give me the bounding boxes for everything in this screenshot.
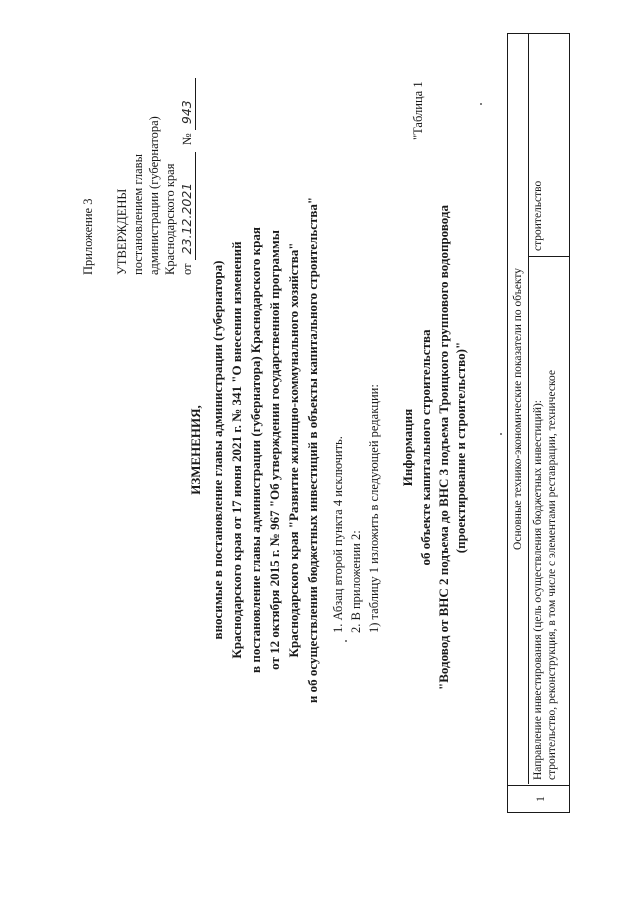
row-number: 1 — [508, 785, 569, 812]
approval-line: администрации (губернатора) — [147, 116, 161, 275]
info-heading — [400, 185, 469, 710]
info-line: (проектирование и строительство)" — [453, 341, 468, 554]
heading-line: и об осуществлении бюджетных инвестиций в объекты капитального строительства" — [305, 196, 320, 704]
heading-line: вносимые в постановление главы администрации (губернатора) — [210, 260, 225, 640]
list-item: 1) таблицу 1 изложить в следующей редакции: — [367, 384, 381, 633]
heading-title: ИЗМЕНЕНИЯ, — [188, 405, 203, 495]
scan-speck — [480, 103, 482, 105]
info-line: "Водовод от ВНС 2 подъема до ВНС 3 подъема Троицкого группового водопровода — [436, 205, 451, 690]
approval-line: постановлением главы — [131, 154, 145, 275]
amendment-list — [330, 384, 382, 633]
indicators-table — [507, 33, 570, 813]
row-label-line: строительство, реконструкция, в том числе с элементами реставрации, техническое — [546, 370, 558, 780]
row-label-line: Направление инвестирования (цель осуществления бюджетных инвестиций): — [532, 399, 544, 780]
row-value: строительство — [532, 180, 544, 251]
number-prefix: № — [180, 133, 194, 146]
heading-line: Краснодарского края от 17 июня 2021 г. № 341 "О внесении изменений — [229, 241, 244, 659]
table-header: Основные технико-экономические показатели по объекту — [508, 34, 529, 784]
approval-block — [114, 78, 196, 275]
scan-speck — [345, 640, 347, 642]
list-item: 2. В приложении 2: — [349, 530, 363, 633]
scan-speck — [500, 433, 502, 435]
approval-line: Краснодарского края — [163, 163, 177, 275]
info-title: Информация — [400, 408, 415, 487]
from-prefix: от — [180, 263, 194, 275]
heading-line: в постановление главы администрации (губернатора) Краснодарского края — [248, 227, 263, 673]
heading-line: Краснодарского края "Развитие жилищно-коммунального хозяйства" — [286, 242, 301, 658]
approval-heading: УТВЕРЖДЕНЫ — [115, 188, 129, 275]
row-label — [529, 256, 569, 784]
table-label: "Таблица 1 — [411, 81, 425, 140]
info-line: об объекте капитального строительства — [418, 329, 433, 566]
list-item: 1. Абзац второй пункта 4 исключить. — [331, 436, 345, 633]
document-heading — [188, 190, 321, 710]
appendix-label: Приложение 3 — [81, 198, 95, 275]
handwritten-number: 943 — [179, 78, 196, 130]
handwritten-date: 23.12.2021 — [179, 152, 196, 260]
heading-line: от 12 октября 2015 г. № 967 "Об утверждении государственной программы — [267, 230, 282, 670]
